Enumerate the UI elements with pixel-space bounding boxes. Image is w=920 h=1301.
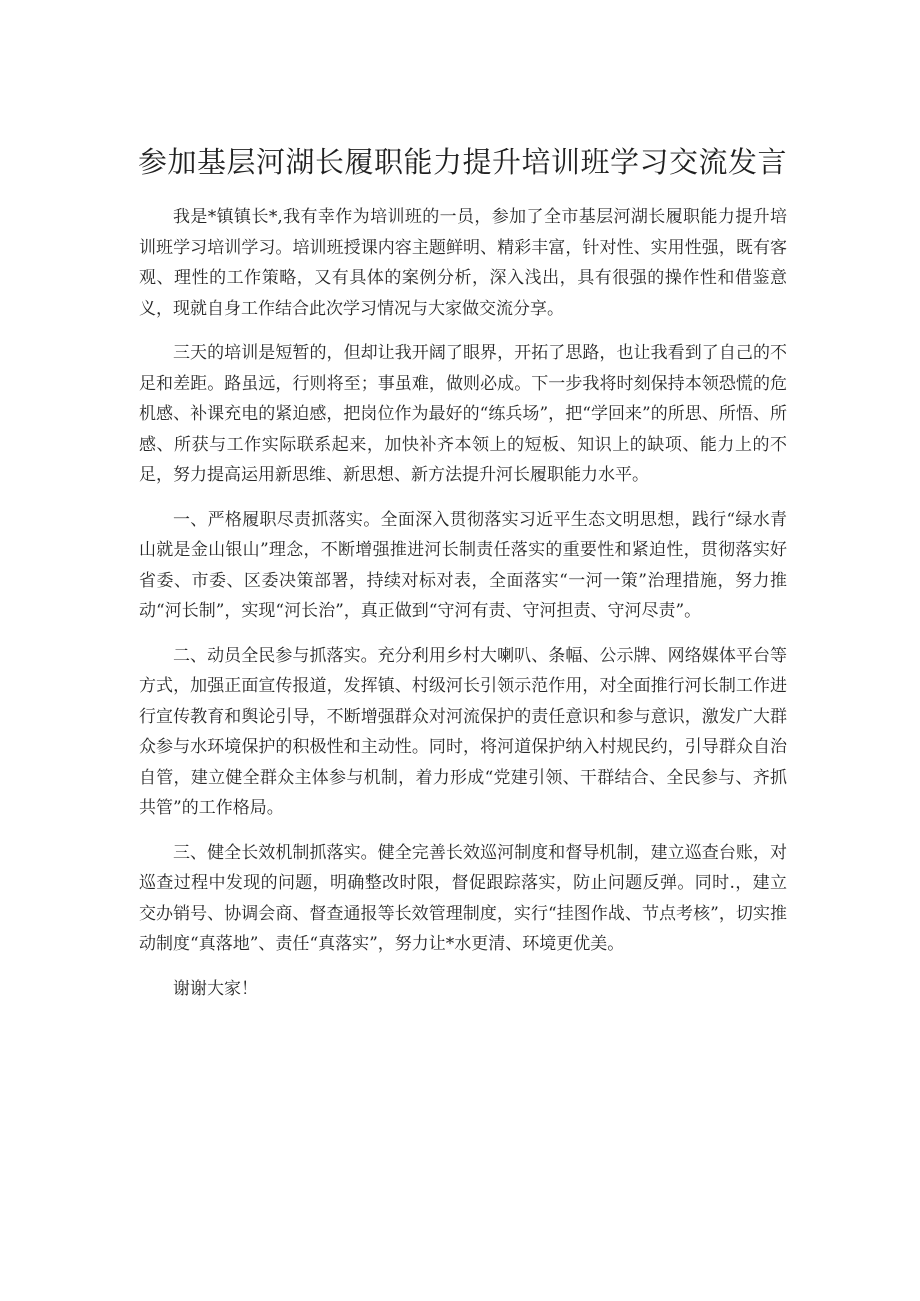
- paragraph-reflection: 三天的培训是短暂的，但却让我开阔了眼界，开拓了思路，也让我看到了自己的不足和差距。路虽远，行则将至；事虽难，做则必成。下一步我将时刻保持本领恐慌的危机感、补课充电的紧迫感，把岗位作为最好的“练兵场”，把“学回来”的所思、所悟、所感、所获与工作实际联系起来，加快补齐本领上的短板、知识上的缺项、能力上的不足，努力提高运用新思维、新思想、新方法提升河长履职能力水平。: [139, 343, 787, 485]
- paragraph-point-one: 一、严格履职尽责抓落实。全面深入贯彻落实习近平生态文明思想，践行“绿水青山就是金山银山”理念，不断增强推进河长制责任落实的重要性和紧迫性，贯彻落实好省委、市委、区委决策部署，持续对标对表，全面落实“一河一策”治理措施，努力推动“河长制”，实现“河长治”，真正做到“守河有责、守河担责、守河尽责”。: [139, 509, 787, 621]
- paragraph-intro: 我是*镇镇长*,我有幸作为培训班的一员，参加了全市基层河湖长履职能力提升培训班学习培训学习。培训班授课内容主题鲜明、精彩丰富，针对性、实用性强，既有客观、理性的工作策略，又有具体的案例分析，深入浅出，具有很强的操作性和借鉴意义，现就自身工作结合此次学习情况与大家做交流分享。: [139, 207, 787, 319]
- paragraph-point-two: 二、动员全民参与抓落实。充分利用乡村大喇叭、条幅、公示牌、网络媒体平台等方式，加强正面宣传报道，发挥镇、村级河长引领示范作用，对全面推行河长制工作进行宣传教育和舆论引导，不断增强群众对河流保护的责任意识和参与意识，激发广大群众参与水环境保护的积极性和主动性。同时，将河道保护纳入村规民约，引导群众自治自管，建立健全群众主体参与机制，着力形成“党建引领、干群结合、全民参与、齐抓共管”的工作格局。: [139, 645, 787, 818]
- paragraph-point-three: 三、健全长效机制抓落实。健全完善长效巡河制度和督导机制，建立巡查台账，对巡查过程中发现的问题，明确整改时限，督促跟踪落实，防止问题反弹。同时.，建立交办销号、协调会商、督查通报等长效管理制度，实行“挂图作战、节点考核”，切实推动制度“真落地”、责任“真落实”，努力让*水更清、环境更优美。: [139, 842, 787, 954]
- document-body: [139, 202, 787, 1004]
- closing-line: 谢谢大家！: [173, 978, 258, 999]
- document-title: 参加基层河湖长履职能力提升培训班学习交流发言: [138, 145, 788, 179]
